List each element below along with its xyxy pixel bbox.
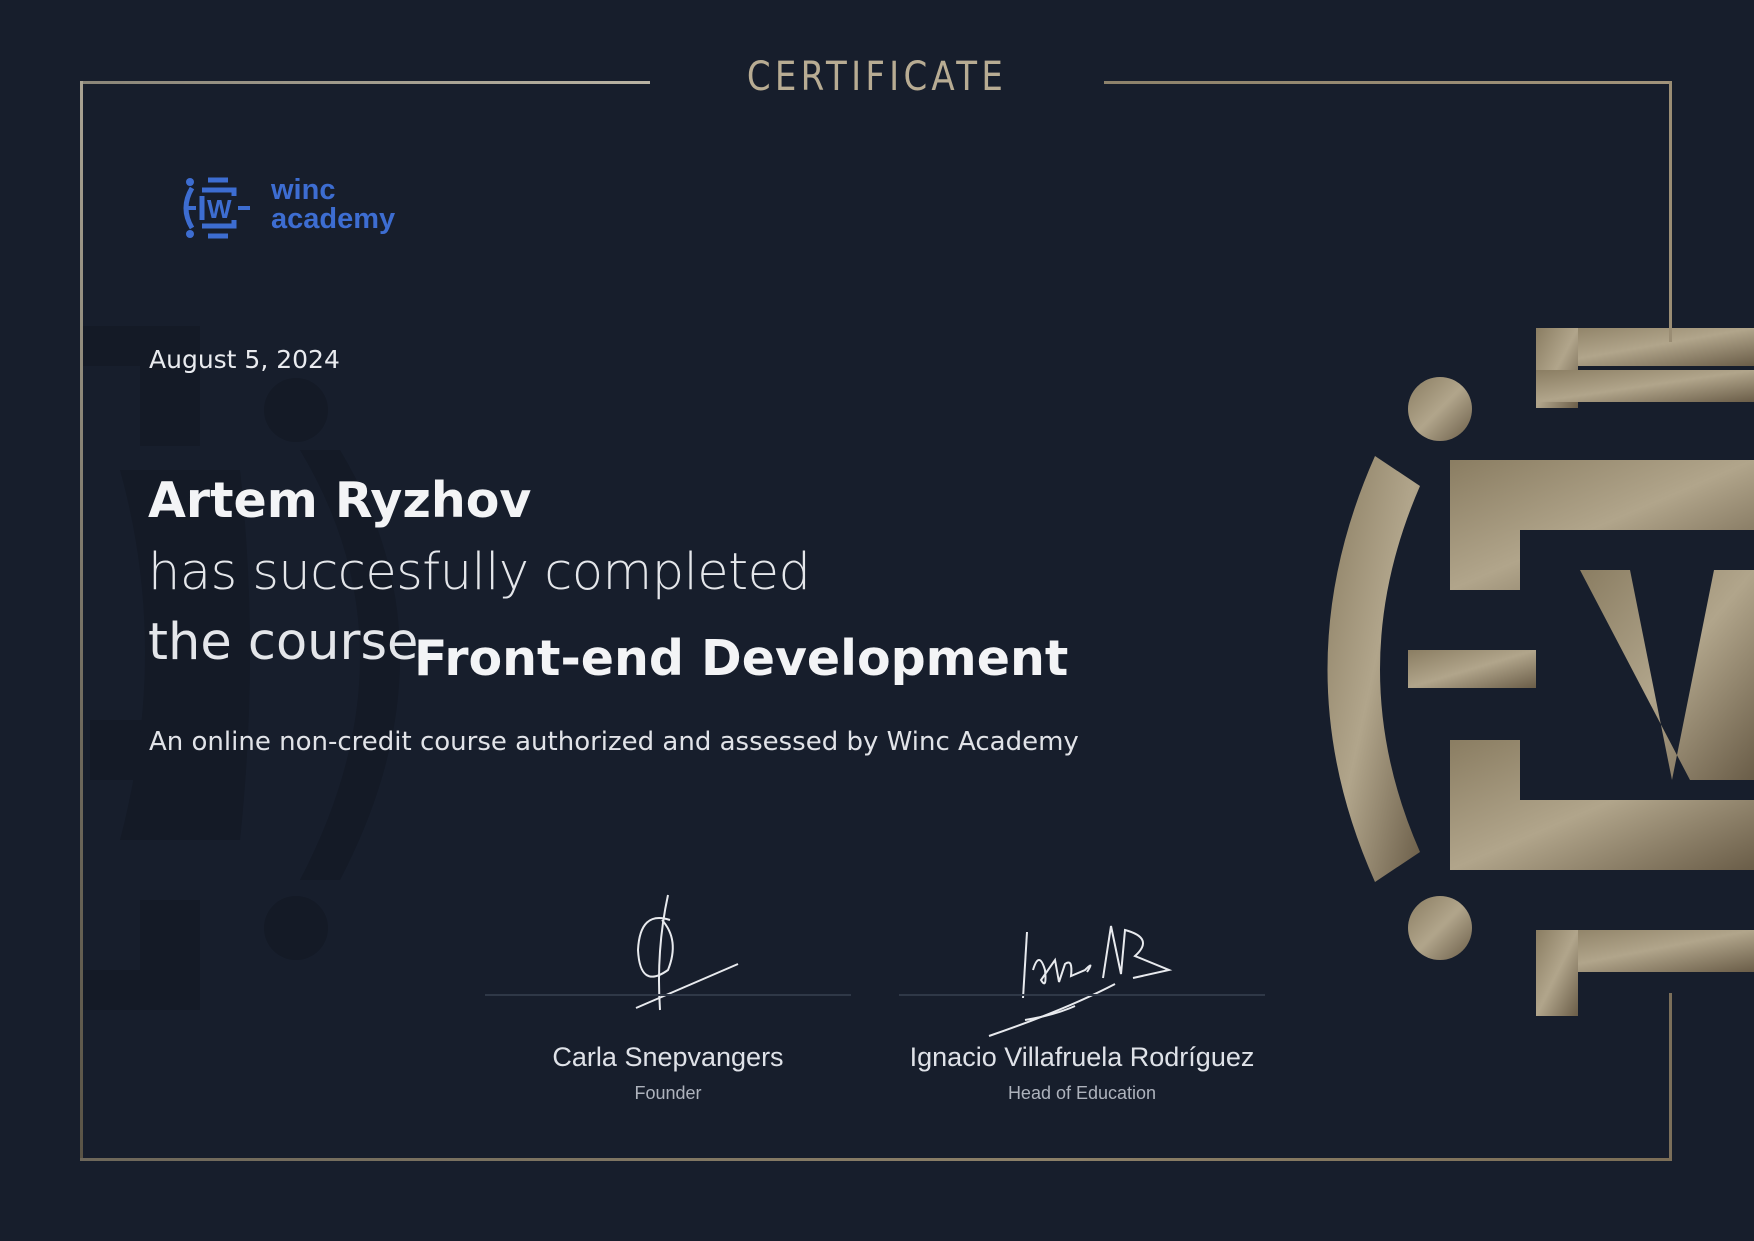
frame-top-left [80,81,650,84]
winc-academy-logo-icon [178,172,258,244]
winc-academy-logo [178,172,418,244]
signature-carla-icon [600,890,750,1020]
watermark-right-icon [1300,320,1754,1020]
frame-right-lower [1669,993,1672,1161]
logo-wordmark [271,176,395,234]
svg-text:W: W [207,194,232,224]
frame-bottom [80,1158,1672,1161]
course-description: An online non-credit course authorized and assessed by Winc Academy [149,727,1079,757]
signatory-2-name: Ignacio Villafruela Rodríguez [909,1042,1255,1072]
signature-line-2 [899,994,1265,996]
frame-right-upper [1669,81,1672,342]
signature-line-1 [485,994,851,996]
certificate-heading: CERTIFICATE [746,54,1008,100]
frame-top-right [1104,81,1672,84]
logo-line-academy: academy [271,203,396,235]
signatory-1 [485,1042,851,1104]
course-name: Front-end Development [414,630,1069,687]
signatory-1-role: Founder [634,1083,702,1103]
logo-line-winc: winc [271,174,336,206]
issue-date: August 5, 2024 [149,345,340,374]
signatory-2-role: Head of Education [1007,1083,1157,1103]
completion-line: has succesfully completed [148,543,811,602]
recipient-name: Artem Ryzhov [148,472,532,529]
course-prefix: the course [148,613,419,672]
signatory-2 [885,1042,1279,1104]
signature-ignacio-icon [985,920,1175,1040]
signatory-1-name: Carla Snepvangers [552,1042,784,1072]
frame-left [80,81,83,1161]
